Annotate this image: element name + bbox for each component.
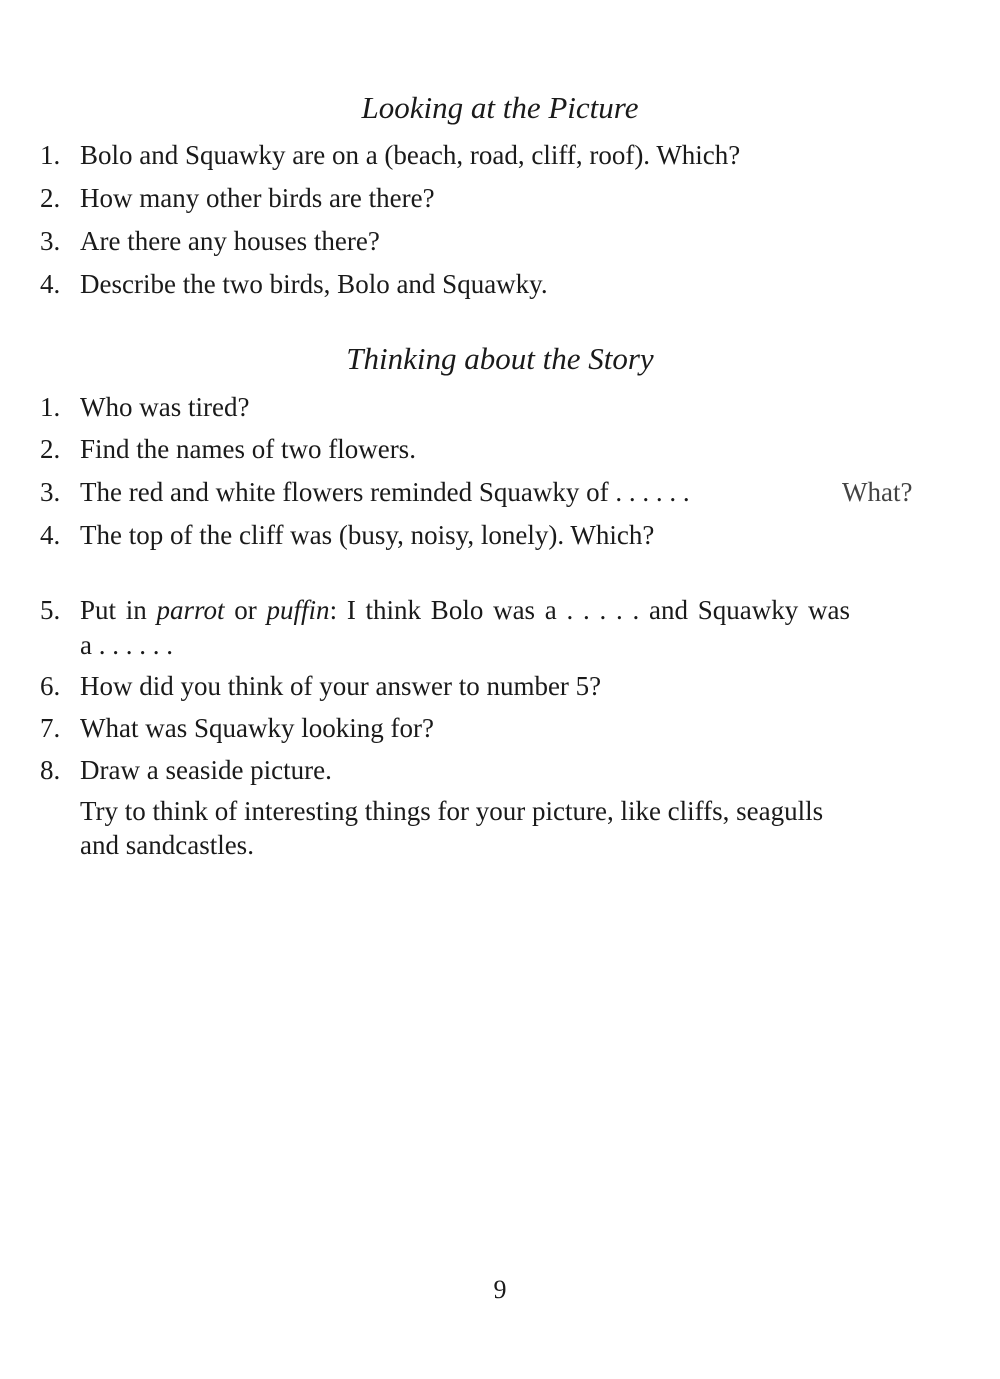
question-text: : I think Bolo was a . . . . . and Squawky was bbox=[329, 595, 851, 625]
question-item bbox=[40, 518, 654, 552]
question-paragraph-line: and sandcastles. bbox=[80, 830, 254, 860]
question-text: The top of the cliff was (busy, noisy, lonely). Which? bbox=[80, 520, 655, 550]
question-item bbox=[40, 138, 740, 172]
question-number: 4. bbox=[40, 520, 61, 550]
question-number: 1. bbox=[40, 392, 61, 422]
question-text: Find the names of two flowers. bbox=[80, 434, 416, 464]
question-text: Are there any houses there? bbox=[80, 226, 380, 256]
question-extra: What? bbox=[842, 477, 913, 507]
question-number: 3. bbox=[40, 226, 61, 256]
question-text: Describe the two birds, Bolo and Squawky. bbox=[80, 269, 548, 299]
question-item bbox=[40, 593, 850, 627]
question-item bbox=[40, 181, 435, 215]
question-number: 7. bbox=[40, 713, 61, 743]
question-item bbox=[40, 432, 416, 466]
question-number: 1. bbox=[40, 140, 61, 170]
question-item bbox=[40, 267, 548, 301]
section-heading: Looking at the Picture bbox=[361, 90, 639, 125]
question-item bbox=[40, 711, 434, 745]
question-item bbox=[40, 753, 332, 787]
question-number: 4. bbox=[40, 269, 61, 299]
question-text: Bolo and Squawky are on a (beach, road, cliff, roof). Which? bbox=[80, 140, 741, 170]
question-text: How many other birds are there? bbox=[80, 183, 435, 213]
question-number: 6. bbox=[40, 671, 61, 701]
section-heading: Thinking about the Story bbox=[346, 341, 654, 376]
question-text-italic: puffin bbox=[266, 595, 330, 625]
question-number: 5. bbox=[40, 595, 61, 625]
question-continuation: a . . . . . . bbox=[80, 630, 173, 660]
page-number: 9 bbox=[493, 1275, 507, 1304]
question-text: Put in bbox=[80, 595, 157, 625]
question-text-italic: parrot bbox=[156, 595, 225, 625]
question-text: Draw a seaside picture. bbox=[80, 755, 332, 785]
question-number: 8. bbox=[40, 755, 61, 785]
question-text: or bbox=[224, 595, 267, 625]
question-item bbox=[40, 669, 601, 703]
question-number: 3. bbox=[40, 477, 61, 507]
question-number: 2. bbox=[40, 434, 61, 464]
question-paragraph-line: Try to think of interesting things for your picture, like cliffs, seagulls bbox=[80, 796, 824, 826]
question-text: What was Squawky looking for? bbox=[80, 713, 434, 743]
question-number: 2. bbox=[40, 183, 61, 213]
question-item bbox=[40, 224, 380, 258]
question-item bbox=[40, 475, 690, 509]
question-text: How did you think of your answer to number 5? bbox=[80, 671, 602, 701]
question-item bbox=[40, 390, 249, 424]
question-text: The red and white flowers reminded Squawky of . . . . . . bbox=[80, 477, 690, 507]
question-text: Who was tired? bbox=[80, 392, 250, 422]
